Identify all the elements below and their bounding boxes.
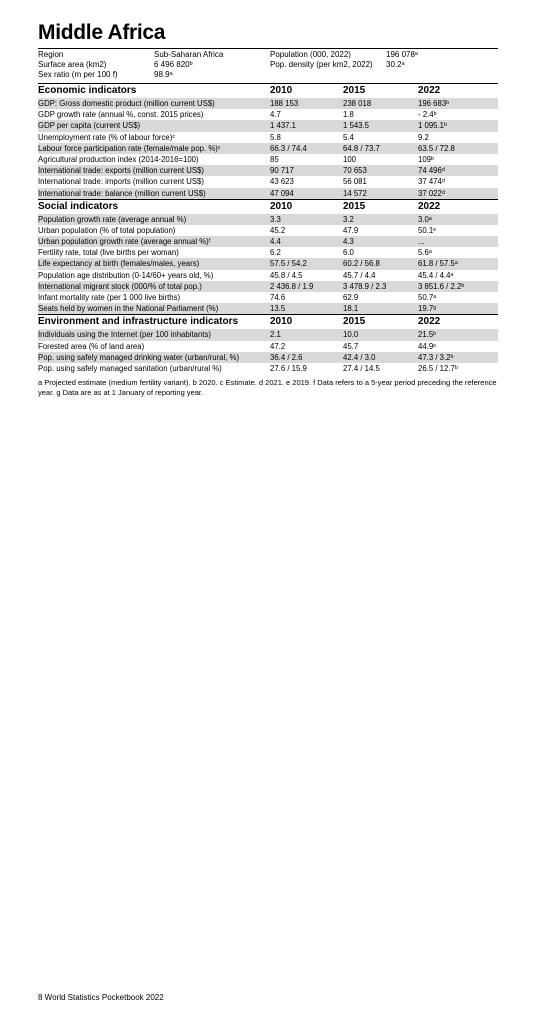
indicator-label: Population age distribution (0-14/60+ years old, %) bbox=[38, 270, 214, 280]
indicator-label: GDP growth rate (annual %, const. 2015 prices) bbox=[38, 110, 204, 120]
indicator-label: International trade: imports (million current US$) bbox=[38, 177, 204, 187]
indicator-label: Fertility rate, total (live births per woman) bbox=[38, 248, 179, 258]
year-header: 2022 bbox=[418, 316, 441, 328]
population-value: 196 078ᵃ bbox=[386, 50, 418, 59]
indicator-label: Labour force participation rate (female/male pop. %)ᶜ bbox=[38, 143, 221, 153]
table-row bbox=[38, 258, 498, 269]
table-row bbox=[38, 176, 498, 187]
value-2010: 45.2 bbox=[270, 225, 286, 235]
value-2015: 70 653 bbox=[343, 166, 367, 176]
indicator-label: International trade: balance (million current US$) bbox=[38, 188, 206, 198]
page-footer: 8 World Statistics Pocketbook 2022 bbox=[38, 993, 164, 1002]
table-row bbox=[38, 247, 498, 258]
value-2010: 13.5 bbox=[270, 304, 286, 314]
indicator-label: Life expectancy at birth (females/males, years) bbox=[38, 259, 200, 269]
footnote: a Projected estimate (medium fertility variant). b 2020. c Estimate. d 2021. e 2019. f Data refers to a 5-year period preceding the reference year. g Data are as at 1 January of reporting year. bbox=[38, 378, 497, 397]
value-2015: 27.4 / 14.5 bbox=[343, 363, 380, 373]
year-header: 2022 bbox=[418, 85, 441, 96]
table-row bbox=[38, 363, 498, 374]
sex-ratio-value: 98.9ᵃ bbox=[154, 70, 173, 79]
indicator-label: Seats held by women in the National Parliament (%) bbox=[38, 304, 219, 314]
table-row bbox=[38, 225, 498, 236]
value-2022: 61.8 / 57.5ᵃ bbox=[418, 259, 458, 269]
indicator-label: Infant mortality rate (per 1 000 live births) bbox=[38, 293, 181, 302]
value-2010: 45.8 / 4.5 bbox=[270, 270, 303, 280]
indicator-label: Agricultural production index (2014-2016=100) bbox=[38, 154, 199, 164]
value-2010: 2 436.8 / 1.9 bbox=[270, 281, 314, 291]
table-row bbox=[38, 132, 498, 143]
table-row bbox=[38, 154, 498, 165]
value-2015: 42.4 / 3.0 bbox=[343, 352, 376, 362]
value-2015: 100 bbox=[343, 154, 357, 164]
indicator-label: Population growth rate (average annual %) bbox=[38, 214, 187, 224]
indicator-label: Urban population growth rate (average annual %)ᶠ bbox=[38, 237, 211, 247]
value-2010: 74.6 bbox=[270, 293, 286, 302]
value-2022: - 2.4ᵇ bbox=[418, 110, 437, 120]
table-row bbox=[38, 120, 498, 131]
value-2022: 3.0ᵃ bbox=[418, 214, 432, 224]
value-2010: 36.4 / 2.6 bbox=[270, 352, 303, 362]
value-2010: 4.7 bbox=[270, 110, 281, 120]
year-header: 2010 bbox=[270, 85, 293, 96]
table-row bbox=[38, 292, 498, 303]
value-2010: 27.6 / 15.9 bbox=[270, 363, 307, 373]
value-2015: 4.3 bbox=[343, 237, 354, 247]
value-2015: 56 081 bbox=[343, 177, 367, 187]
value-2010: 2.1 bbox=[270, 330, 281, 340]
population-label: Population (000, 2022) bbox=[270, 50, 351, 59]
value-2022: 37 474ᵈ bbox=[418, 177, 445, 187]
value-2015: 238 018 bbox=[343, 99, 372, 108]
page-title: Middle Africa bbox=[38, 21, 166, 44]
table-row bbox=[38, 270, 498, 281]
value-2022: 50.7ᵃ bbox=[418, 293, 437, 302]
indicator-label: Forested area (% of land area) bbox=[38, 341, 145, 351]
value-2022: 63.5 / 72.8 bbox=[418, 143, 455, 153]
value-2010: 66.3 / 74.4 bbox=[270, 143, 307, 153]
value-2022: 37 022ᵈ bbox=[418, 188, 445, 198]
density-value: 30.2ᵃ bbox=[386, 60, 405, 69]
value-2015: 3.2 bbox=[343, 214, 354, 224]
region-profile bbox=[38, 20, 498, 397]
indicator-label: International trade: exports (million current US$) bbox=[38, 166, 204, 176]
value-2010: 43 623 bbox=[270, 177, 294, 187]
table-row bbox=[38, 214, 498, 225]
value-2015: 3 478.9 / 2.3 bbox=[343, 281, 387, 291]
value-2015: 14 572 bbox=[343, 188, 367, 198]
value-2015: 64.8 / 73.7 bbox=[343, 143, 380, 153]
value-2022: 196 683ᵇ bbox=[418, 99, 450, 108]
value-2010: 4.4 bbox=[270, 237, 281, 247]
value-2010: 188 153 bbox=[270, 99, 299, 108]
table-row bbox=[38, 303, 498, 314]
table-row bbox=[38, 98, 498, 109]
section-header bbox=[38, 199, 498, 214]
value-2010: 57.5 / 54.2 bbox=[270, 259, 307, 269]
value-2015: 1 543.5 bbox=[343, 121, 370, 131]
region-label: Region bbox=[38, 50, 64, 59]
value-2022: 5.6ᵃ bbox=[418, 248, 432, 258]
value-2022: 47.3 / 3.2ᵇ bbox=[418, 352, 454, 362]
section bbox=[38, 314, 498, 374]
region-value: Sub-Saharan Africa bbox=[154, 50, 224, 59]
table-row bbox=[38, 165, 498, 176]
indicator-label: International migrant stock (000/% of total pop.) bbox=[38, 281, 202, 291]
indicator-label: Unemployment rate (% of labour force)ᶜ bbox=[38, 132, 176, 142]
year-header: 2015 bbox=[343, 85, 366, 96]
value-2015: 6.0 bbox=[343, 248, 354, 258]
value-2015: 5.4 bbox=[343, 132, 354, 142]
surface-area-label: Surface area (km2) bbox=[38, 60, 107, 69]
indicator-sections bbox=[38, 83, 498, 374]
value-2015: 60.2 / 56.8 bbox=[343, 259, 380, 269]
density-label: Pop. density (per km2, 2022) bbox=[270, 60, 373, 69]
value-2015: 45.7 bbox=[343, 341, 359, 351]
year-header: 2015 bbox=[343, 316, 366, 328]
value-2022: 26.5 / 12.7ᵇ bbox=[418, 363, 458, 373]
section-header bbox=[38, 314, 498, 329]
value-2015: 10.0 bbox=[343, 330, 359, 340]
section-header bbox=[38, 83, 498, 98]
value-2010: 1 437.1 bbox=[270, 121, 297, 131]
value-2022: 74 496ᵈ bbox=[418, 166, 445, 176]
table-row bbox=[38, 188, 498, 199]
value-2015: 45.7 / 4.4 bbox=[343, 270, 376, 280]
value-2022: 21.5ᵇ bbox=[418, 330, 437, 340]
value-2022: 19.7ᵍ bbox=[418, 304, 437, 314]
indicator-label: GDP: Gross domestic product (million current US$) bbox=[38, 99, 215, 108]
value-2010: 85 bbox=[270, 154, 279, 164]
value-2022: 50.1ᵉ bbox=[418, 225, 437, 235]
table-row bbox=[38, 329, 498, 340]
value-2010: 90 717 bbox=[270, 166, 294, 176]
indicator-label: Pop. using safely managed sanitation (urban/rural %) bbox=[38, 363, 222, 373]
value-2022: 109ᵇ bbox=[418, 154, 434, 164]
surface-area-value: 6 496 820ᵇ bbox=[154, 60, 193, 69]
year-header: 2010 bbox=[270, 200, 293, 212]
section-title: Environment and infrastructure indicators bbox=[38, 316, 239, 328]
value-2015: 18.1 bbox=[343, 304, 359, 314]
value-2015: 47.9 bbox=[343, 225, 359, 235]
value-2010: 6.2 bbox=[270, 248, 281, 258]
region-info-block bbox=[38, 49, 498, 83]
table-row bbox=[38, 109, 498, 120]
table-row bbox=[38, 352, 498, 363]
value-2010: 47 094 bbox=[270, 188, 294, 198]
indicator-label: Individuals using the Internet (per 100 inhabitants) bbox=[38, 330, 211, 340]
value-2010: 5.8 bbox=[270, 132, 281, 142]
year-header: 2015 bbox=[343, 200, 366, 212]
table-row bbox=[38, 281, 498, 292]
value-2022: 45.4 / 4.4ᵃ bbox=[418, 270, 454, 280]
value-2022: 1 095.1ᵇ bbox=[418, 121, 447, 131]
section-title: Economic indicators bbox=[38, 85, 137, 96]
section bbox=[38, 199, 498, 315]
table-row bbox=[38, 236, 498, 247]
value-2022: 3 851.6 / 2.2ᵇ bbox=[418, 281, 465, 291]
value-2015: 62.9 bbox=[343, 293, 359, 302]
year-header: 2022 bbox=[418, 200, 441, 212]
sex-ratio-label: Sex ratio (m per 100 f) bbox=[38, 70, 118, 79]
value-2022: 44.9ᵉ bbox=[418, 341, 437, 351]
indicator-label: GDP per capita (current US$) bbox=[38, 121, 141, 131]
indicator-label: Pop. using safely managed drinking water (urban/rural, %) bbox=[38, 352, 240, 362]
section-title: Social indicators bbox=[38, 200, 119, 212]
year-header: 2010 bbox=[270, 316, 293, 328]
value-2022: ... bbox=[418, 237, 425, 247]
section bbox=[38, 83, 498, 199]
value-2010: 47.2 bbox=[270, 341, 286, 351]
value-2010: 3.3 bbox=[270, 214, 281, 224]
indicator-label: Urban population (% of total population) bbox=[38, 225, 176, 235]
table-row bbox=[38, 143, 498, 154]
table-row bbox=[38, 341, 498, 352]
value-2022: 9.2 bbox=[418, 132, 429, 142]
value-2015: 1.8 bbox=[343, 110, 354, 120]
